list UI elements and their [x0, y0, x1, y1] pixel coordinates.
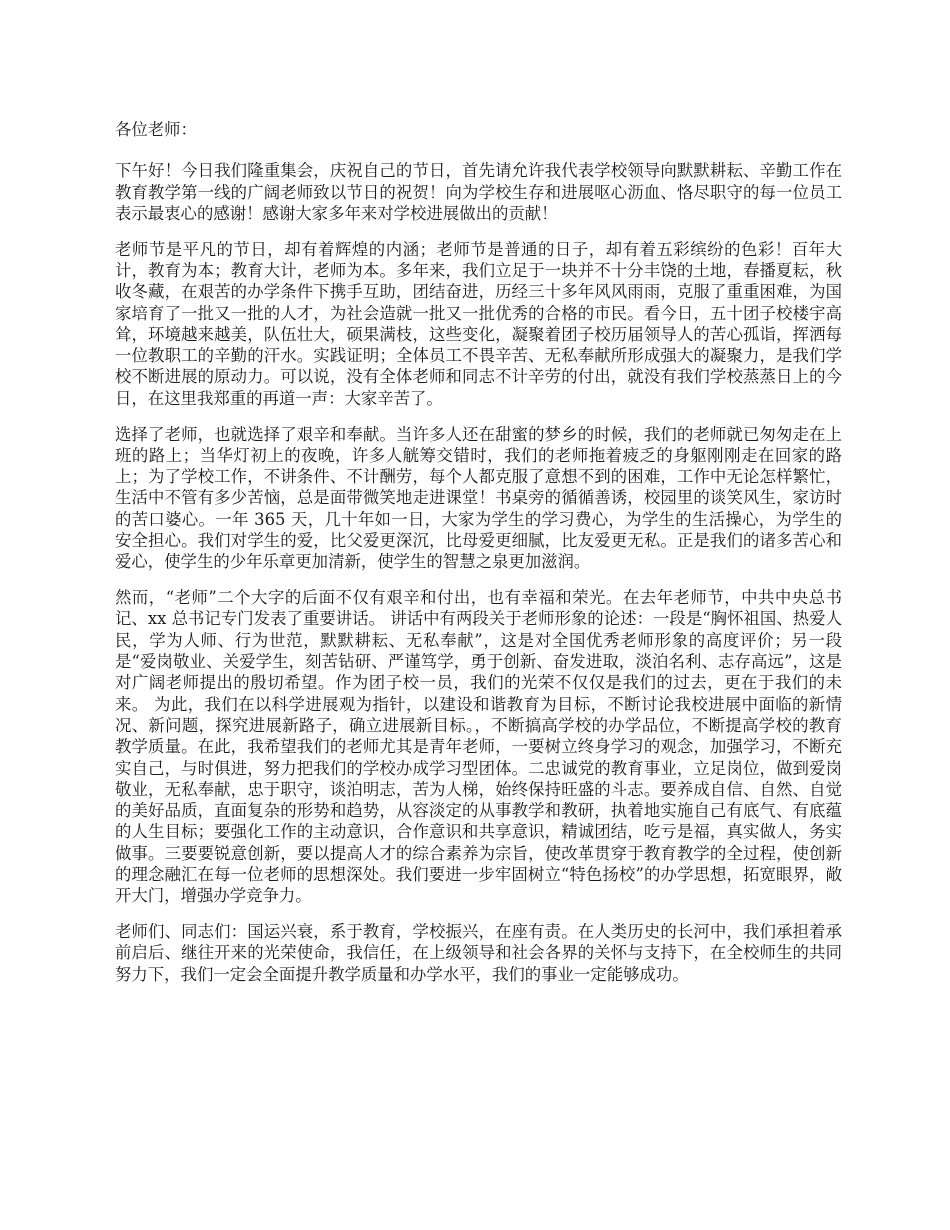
greeting-line: 各位老师： — [115, 120, 197, 139]
paragraph-opening: 下午好！今日我们隆重集会，庆祝自己的节日，首先请允许我代表学校领导向默默耕耘、辛勤工作在教育教学第一线的广阔老师致以节日的祝贺！向为学校生存和进展呕心沥血、恪尽职守的每一位员工表示最衷心的感谢！感谢大家多年来对学校进展做出的贡献！ — [115, 161, 842, 223]
paragraph-honor: 然而，“老师”二个大字的后面不仅有艰辛和付出，也有幸福和荣光。在去年老师节，中共中央总书记、xx 总书记专门发表了重要讲话。 讲话中有两段关于老师形象的论述：一段是“胸怀祖国、热爱人民，学为人师、行为世范，默默耕耘、无私奉献”，这是对全国优秀老师形象的高度评价；另一段是“爱岗敬业、关爱学生，刻苦钻研、严谨笃学，勇于创新、奋发进取，淡泊名利、志存高远”，这是对广阔老师提出的殷切希望。作为团子校一员，我们的光荣不仅仅是我们的过去，更在于我们的未来。 为此，我们在以科学进展观为指针，以建设和谐教育为目标，不断讨论我校进展中面临的新情况、新问题，探究进展新路子，确立进展新目标。，不断搞高学校的办学品位，不断提高学校的教育教学质量。在此，我希望我们的老师尤其是青年老师，一要树立终身学习的观念，加强学习，不断充实自己，与时俱进，努力把我们的学校办成学习型团体。二忠诚党的教育事业，立足岗位，做到爱岗敬业，无私奉献，忠于职守，谈泊明志，苦为人梯，始终保持旺盛的斗志。要养成自信、自然、自觉的美好品质，直面复杂的形势和趋势，从容淡定的从事教学和教研，执着地实施自己有底气、有底蕴的人生目标；要强化工作的主动意识，合作意识和共享意识，精诚团结，吃亏是福，真实做人，务实做事。三要要锐意创新，要以提高人才的综合素养为宗旨，使改革贯穿于教育教学的全过程，使创新的理念融汇在每一位老师的思想深处。我们要进一步牢固树立“特色扬校”的办学思想，拓宽眼界，敞开大门，增强办学竞争力。 — [115, 588, 842, 906]
paragraph-closing: 老师们、同志们：国运兴衰，系于教育，学校振兴，在座有责。在人类历史的长河中，我们承担着承前启后、继往开来的光荣使命，我信任，在上级领导和社会各界的关怀与支持下，在全校师生的共同努力下，我们一定会全面提升教学质量和办学水平，我们的事业一定能够成功。 — [115, 922, 842, 984]
speech-document — [115, 119, 842, 999]
paragraph-teachers-day: 老师节是平凡的节日，却有着辉煌的内涵；老师节是普通的日子，却有着五彩缤纷的色彩！百年大计，教育为本；教育大计，老师为本。多年来，我们立足于一块并不十分丰饶的土地，春播夏耘，秋收冬藏，在艰苦的办学条件下携手互助，团结奋进，历经三十多年风风雨雨，克服了重重困难，为国家培育了一批又一批的人才，为社会造就一批又一批优秀的合格的市民。看今日，五十团子校楼宇高耸，环境越来越美，队伍壮大，硕果满枝，这些变化，凝聚着团子校历届领导人的苦心孤诣，挥洒每一位教职工的辛勤的汗水。实践证明；全体员工不畏辛苦、无私奉献所形成强大的凝聚力，是我们学校不断进展的原动力。可以说，没有全体老师和同志不计辛劳的付出，就没有我们学校蒸蒸日上的今日，在这里我郑重的再道一声：大家辛苦了。 — [115, 239, 842, 408]
paragraph-dedication: 选择了老师，也就选择了艰辛和奉献。当许多人还在甜蜜的梦乡的时候，我们的老师就已匆匆走在上班的路上；当华灯初上的夜晚，许多人觥筹交错时，我们的老师拖着疲乏的身躯刚刚走在回家的路上；为了学校工作，不讲条件、不计酬劳，每个人都克服了意想不到的困难，工作中无论怎样繁忙，生活中不管有多少苦恼，总是面带微笑地走进课堂！书桌旁的循循善诱，校园里的谈笑风生，家访时的苦口婆心。一年 365 天，几十年如一日，大家为学生的学习费心，为学生的生活操心，为学生的安全担心。我们对学生的爱，比父爱更深沉，比母爱更细腻，比友爱更无私。正是我们的诸多苦心和爱心，使学生的少年乐章更加清新，使学生的智慧之泉更加滋润。 — [115, 424, 842, 572]
